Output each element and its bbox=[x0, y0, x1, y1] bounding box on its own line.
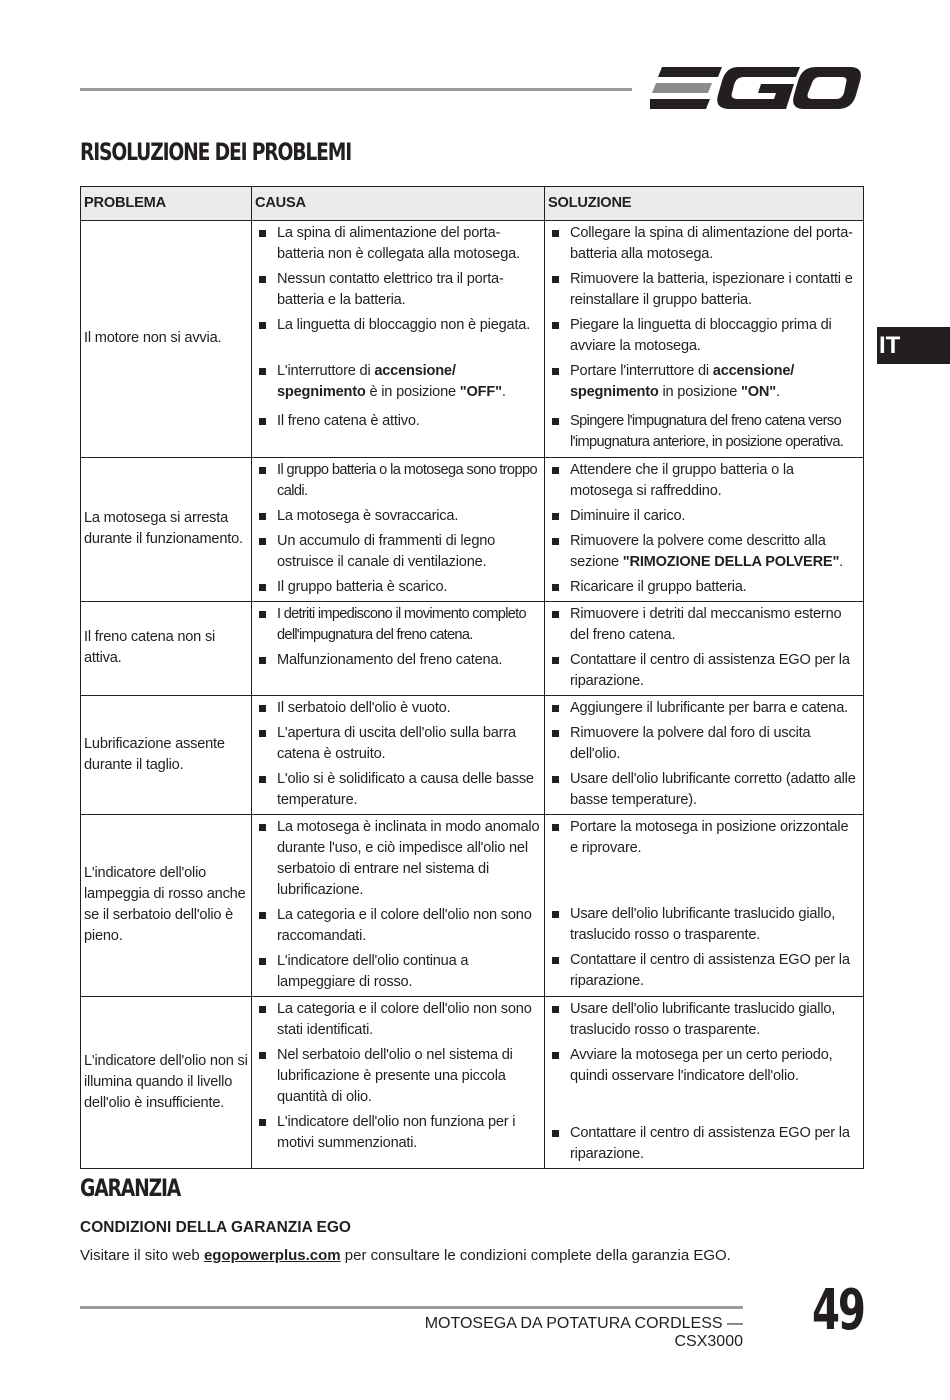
list-item: Attendere che il gruppo batteria o la motosega si raffreddino. bbox=[548, 460, 860, 502]
list-item: La linguetta di bloccaggio non è piegata. bbox=[255, 315, 541, 336]
list-item: Usare dell'olio lubrificante traslucido giallo, traslucido rosso o trasparente. bbox=[548, 999, 860, 1041]
list-item: Aggiungere il lubrificante per barra e catena. bbox=[548, 698, 860, 719]
cause-cell bbox=[252, 997, 545, 1169]
header-rule bbox=[80, 88, 632, 91]
list-item: Diminuire il carico. bbox=[548, 506, 860, 527]
list-item: Il gruppo batteria è scarico. bbox=[255, 577, 541, 598]
table-row bbox=[81, 997, 864, 1169]
warranty-subtitle: CONDIZIONI DELLA GARANZIA EGO bbox=[80, 1219, 351, 1236]
ego-logo bbox=[650, 63, 862, 113]
cause-cell bbox=[252, 815, 545, 997]
table-row bbox=[81, 815, 864, 997]
list-item: Avviare la motosega per un certo periodo, quindi osservare l'indicatore dell'olio. bbox=[548, 1045, 860, 1087]
list-item: L'olio si è solidificato a causa delle basse temperature. bbox=[255, 769, 541, 811]
list-item: Rimuovere la polvere dal foro di uscita dell'olio. bbox=[548, 723, 860, 765]
troubleshooting-title: RISOLUZIONE DEI PROBLEMI bbox=[80, 138, 352, 166]
list-item: Piegare la linguetta di bloccaggio prima di avviare la motosega. bbox=[548, 315, 860, 357]
list-item: La categoria e il colore dell'olio non sono raccomandati. bbox=[255, 905, 541, 947]
table-row bbox=[81, 221, 864, 458]
list-item: L'indicatore dell'olio continua a lampeggiare di rosso. bbox=[255, 951, 541, 993]
header-cause: CAUSA bbox=[252, 187, 545, 221]
solution-cell bbox=[545, 997, 864, 1169]
solution-cell bbox=[545, 696, 864, 815]
table-row bbox=[81, 696, 864, 815]
header-solution: SOLUZIONE bbox=[545, 187, 864, 221]
warranty-link[interactable]: egopowerplus.com bbox=[203, 1247, 341, 1264]
table-row bbox=[81, 602, 864, 696]
cause-cell bbox=[252, 696, 545, 815]
header-problem: PROBLEMA bbox=[81, 187, 252, 221]
list-item: Un accumulo di frammenti di legno ostruisce il canale di ventilazione. bbox=[255, 531, 541, 573]
list-item: Contattare il centro di assistenza EGO per la riparazione. bbox=[548, 650, 860, 692]
table-row bbox=[81, 458, 864, 602]
list-item: L'interruttore di accensione/ spegnimento è in posizione "OFF". bbox=[255, 361, 541, 403]
list-item: L'indicatore dell'olio non funziona per i motivi summenzionati. bbox=[255, 1112, 541, 1154]
list-item: La spina di alimentazione del porta-batteria non è collegata alla motosega. bbox=[255, 223, 541, 265]
page-number: 49 bbox=[812, 1278, 864, 1343]
list-item: Contattare il centro di assistenza EGO per la riparazione. bbox=[548, 1123, 860, 1165]
list-item: Ricaricare il gruppo batteria. bbox=[548, 577, 860, 598]
list-item: La motosega è inclinata in modo anomalo durante l'uso, e ciò impedisce all'olio nel serbatoio di entrare nel sistema di lubrificazione. bbox=[255, 817, 541, 901]
list-item: La categoria e il colore dell'olio non sono stati identificati. bbox=[255, 999, 541, 1041]
list-item: Contattare il centro di assistenza EGO per la riparazione. bbox=[548, 950, 860, 992]
list-item: Rimuovere i detriti dal meccanismo esterno del freno catena. bbox=[548, 604, 860, 646]
troubleshooting-table bbox=[80, 186, 864, 1169]
list-item: Il freno catena è attivo. bbox=[255, 411, 541, 432]
list-item: Il serbatoio dell'olio è vuoto. bbox=[255, 698, 541, 719]
list-item: Il gruppo batteria o la motosega sono troppo caldi. bbox=[255, 460, 541, 502]
problem-cell: L'indicatore dell'olio non si illumina quando il livello dell'olio è insufficiente. bbox=[81, 997, 252, 1169]
list-item: Usare dell'olio lubrificante corretto (adatto alle basse temperature). bbox=[548, 769, 860, 811]
list-item: Rimuovere la batteria, ispezionare i contatti e reinstallare il gruppo batteria. bbox=[548, 269, 860, 311]
problem-cell: Il motore non si avvia. bbox=[81, 221, 252, 458]
list-item: Spingere l'impugnatura del freno catena verso l'impugnatura anteriore, in posizione operativa. bbox=[548, 411, 860, 453]
list-item: Portare la motosega in posizione orizzontale e riprovare. bbox=[548, 817, 860, 859]
footer-rule bbox=[80, 1306, 743, 1309]
cause-cell bbox=[252, 602, 545, 696]
solution-cell bbox=[545, 602, 864, 696]
table-header-row bbox=[81, 187, 864, 221]
list-item: Nessun contatto elettrico tra il porta-batteria e la batteria. bbox=[255, 269, 541, 311]
warranty-title: GARANZIA bbox=[80, 1174, 181, 1202]
problem-cell: La motosega si arresta durante il funzionamento. bbox=[81, 458, 252, 602]
solution-cell bbox=[545, 815, 864, 997]
list-item: L'apertura di uscita dell'olio sulla barra catena è ostruito. bbox=[255, 723, 541, 765]
footer-product: MOTOSEGA DA POTATURA CORDLESS — CSX3000 bbox=[424, 1315, 743, 1350]
list-item: Nel serbatoio dell'olio o nel sistema di lubrificazione è presente una piccola quantità di olio. bbox=[255, 1045, 541, 1108]
list-item: Usare dell'olio lubrificante traslucido giallo, traslucido rosso o trasparente. bbox=[548, 904, 860, 946]
warranty-text: Visitare il sito web egopowerplus.com per consultare le condizioni complete della garanzia EGO. bbox=[80, 1247, 731, 1264]
list-item: La motosega è sovraccarica. bbox=[255, 506, 541, 527]
solution-cell bbox=[545, 458, 864, 602]
list-item: Rimuovere la polvere come descritto alla sezione "RIMOZIONE DELLA POLVERE". bbox=[548, 531, 860, 573]
problem-cell: Il freno catena non si attiva. bbox=[81, 602, 252, 696]
problem-cell: L'indicatore dell'olio lampeggia di rosso anche se il serbatoio dell'olio è pieno. bbox=[81, 815, 252, 997]
cause-cell bbox=[252, 458, 545, 602]
list-item: I detriti impediscono il movimento completo dell'impugnatura del freno catena. bbox=[255, 604, 541, 646]
language-tab: IT bbox=[877, 327, 950, 364]
cause-cell bbox=[252, 221, 545, 458]
solution-cell bbox=[545, 221, 864, 458]
problem-cell: Lubrificazione assente durante il taglio. bbox=[81, 696, 252, 815]
list-item: Malfunzionamento del freno catena. bbox=[255, 650, 541, 671]
list-item: Portare l'interruttore di accensione/ spegnimento in posizione "ON". bbox=[548, 361, 860, 403]
list-item: Collegare la spina di alimentazione del porta-batteria alla motosega. bbox=[548, 223, 860, 265]
